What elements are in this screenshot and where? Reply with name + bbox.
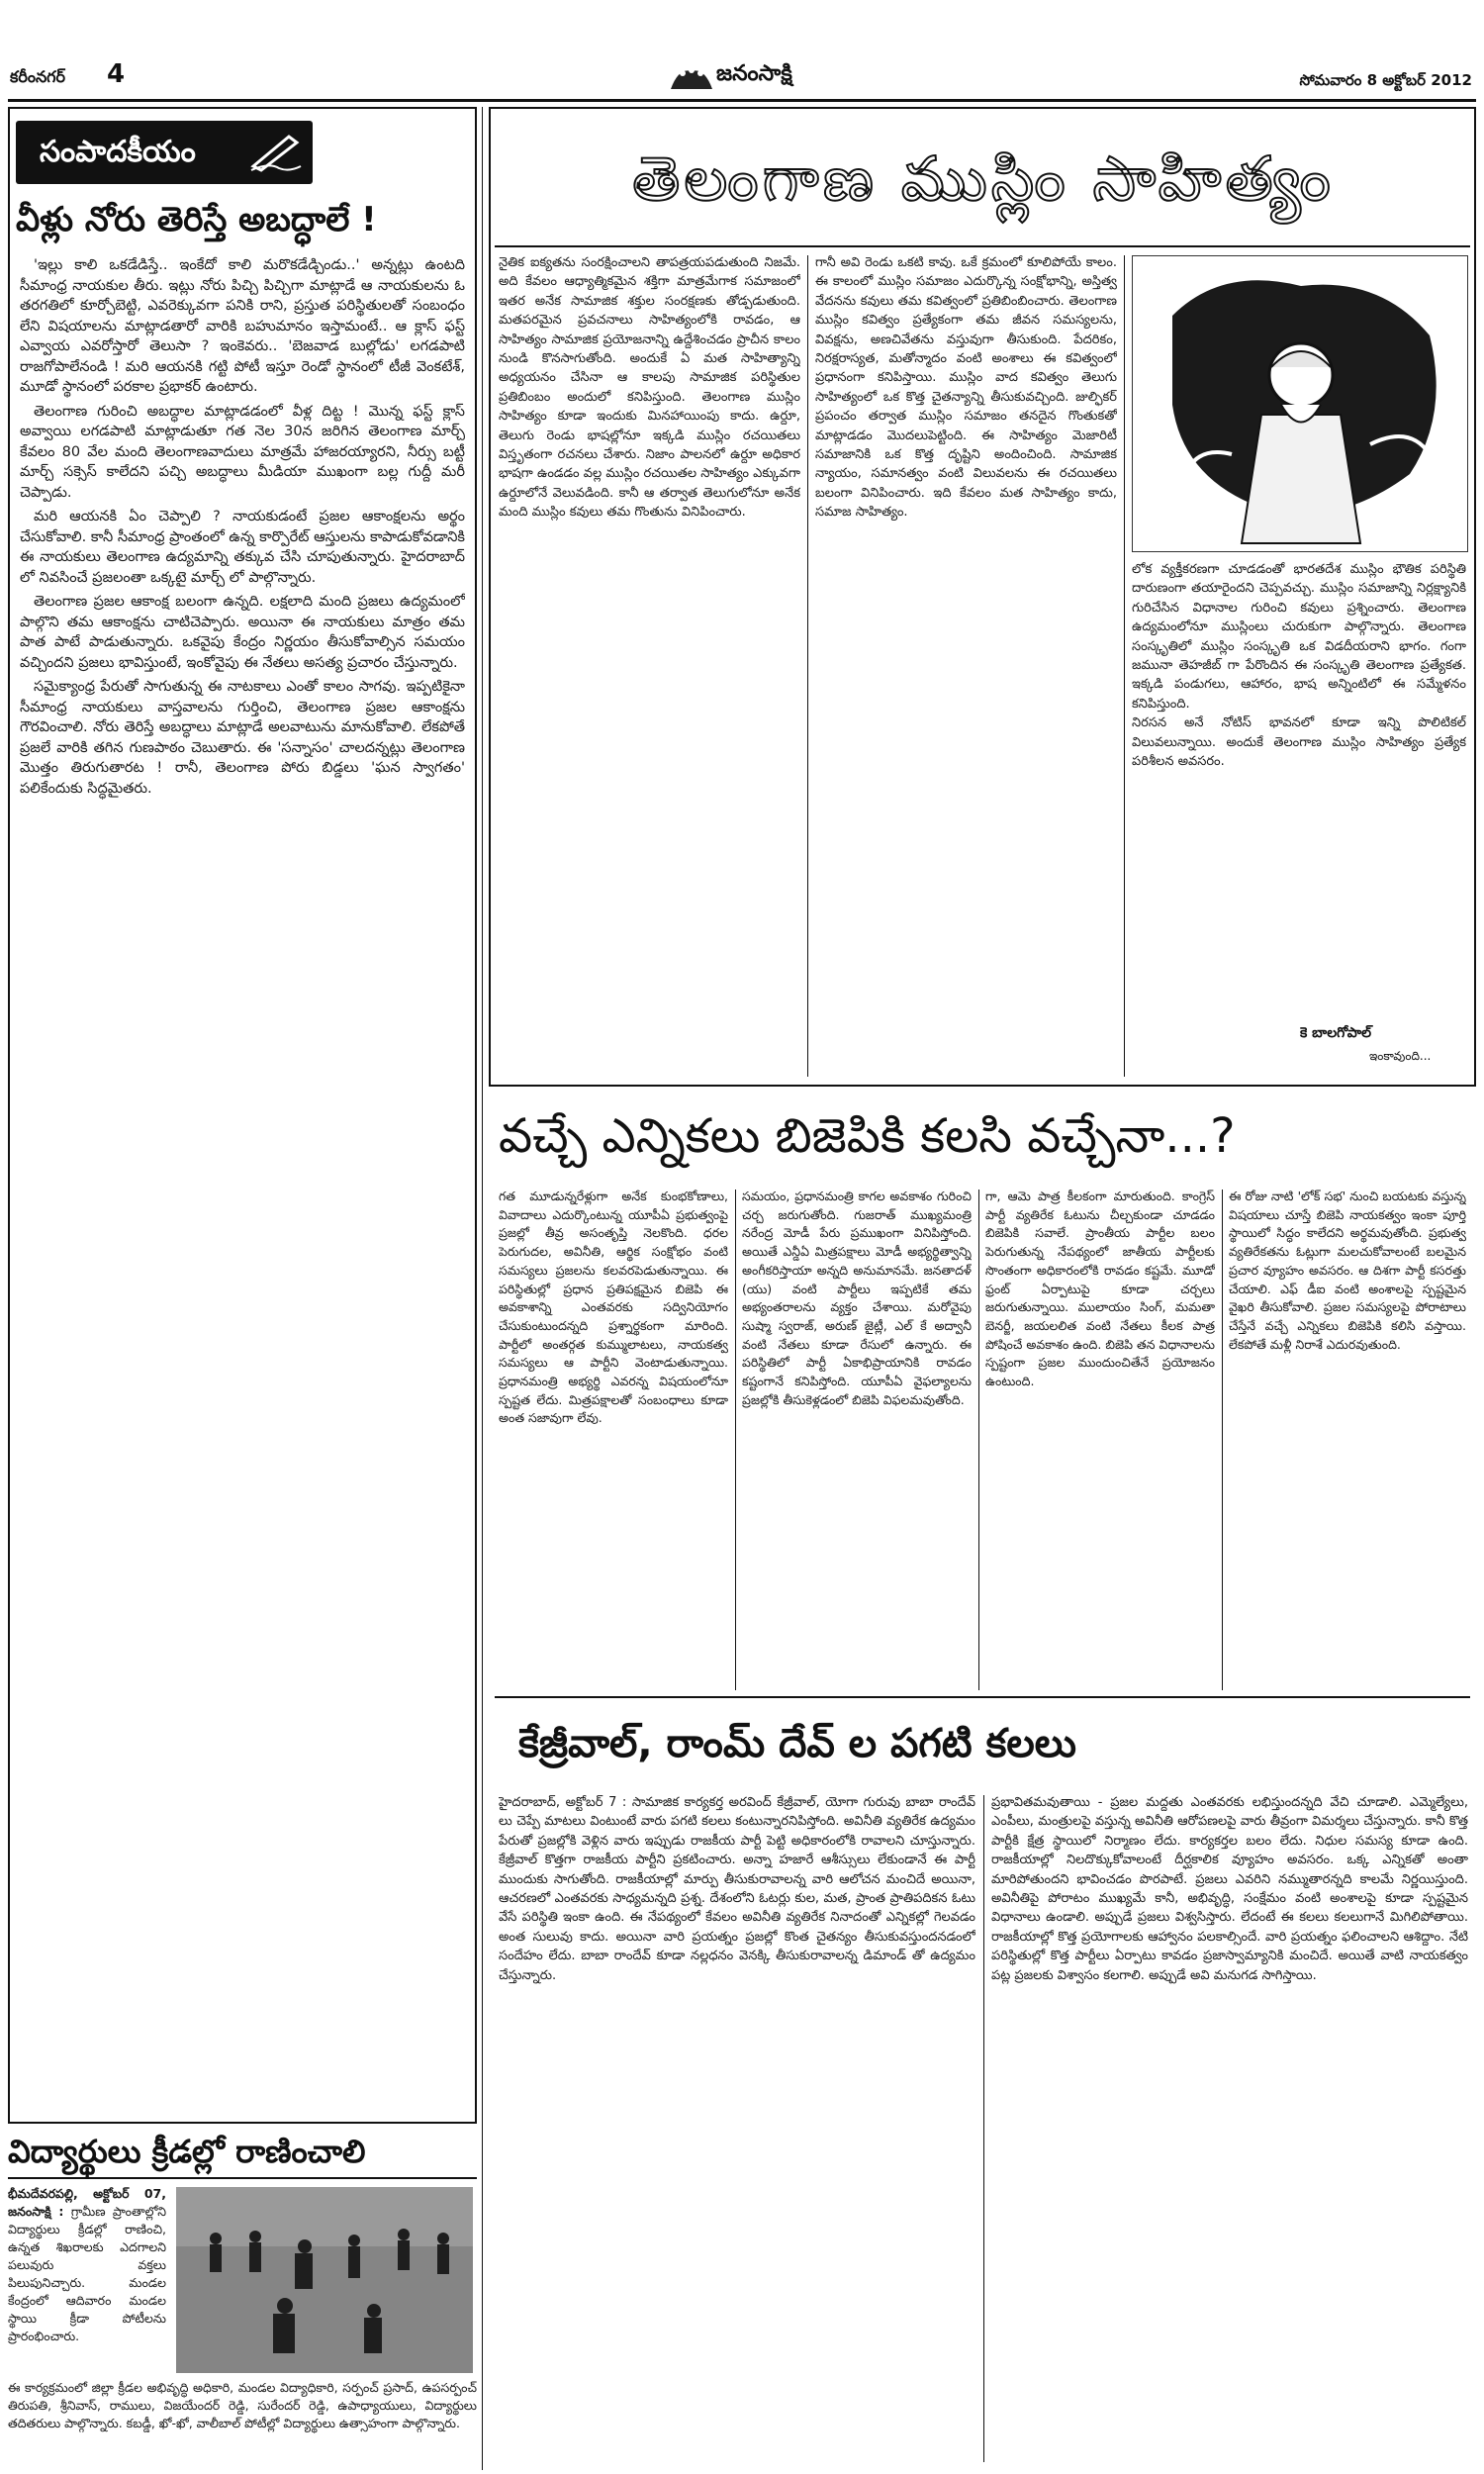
editorial-paragraph: మరి ఆయనకి ఏం చెప్పాలి ? నాయకుడంటే ప్రజల ఆకాంక్షలను అర్థం చేసుకోవాలి. కానీ సీమాంధ్ర ప్రాంతంలో ఉన్న కార్పొరేట్ ఆస్తులను కాపాడుకోవడానికి ఈ నాయకులు తెలంగాణ ఉద్యమాన్ని తక్కువ చేసి చూపుతున్నారు. హైదరాబాద్ లో నివసించే ప్రజలంతా ఒక్కటై మార్చ్ లో పాల్గొన్నారు. [20,509,465,586]
kejriwal-section [489,1704,1476,2468]
editorial-body [20,255,465,2116]
bjp-col1: గత మూడున్నరేళ్లుగా అనేక కుంభకోణాలు, వివాదాలు ఎదుర్కొంటున్న యూపీఏ ప్రభుత్వంపై ప్రజల్లో తీవ్ర అసంతృప్తి నెలకొంది. ధరల పెరుగుదల, అవినీతి, ఆర్థిక సంక్షోభం వంటి సమస్యలు ప్రజలను కలవరపెడుతున్నాయి. ఈ పరిస్థితుల్లో ప్రధాన ప్రతిపక్షమైన బిజెపి ఈ అవకాశాన్ని ఎంతవరకు సద్వినియోగం చేసుకుంటుందన్నది ప్రశ్నార్థకంగా మారింది. పార్టీలో అంతర్గత కుమ్ములాటలు, నాయకత్వ సమస్యలు ఆ పార్టీని వెంటాడుతున్నాయి. ప్రధానమంత్రి అభ్యర్థి ఎవరన్న విషయంలోనూ స్పష్టత లేదు. మిత్రపక్షాలతో సంబంధాలు కూడా అంత సజావుగా లేవు. [499,1189,728,1426]
literature-author: కె బాలగోపాల్ [1300,1025,1372,1041]
sports-photo [176,2187,473,2373]
editorial-paragraph: తెలంగాణ ప్రజల ఆకాంక్ష బలంగా ఉన్నది. లక్షలాది మంది ప్రజలు ఉద్యమంలో పాల్గొని తమ ఆకాంక్షను చాటిచెప్పారు. అయినా ఈ నాయకులు మాత్రం తమ పాత పాటే పాడుతున్నారు. ఒకవైపు కేంద్రం నిర్ణయం తీసుకోవాల్సిన సమయం వచ్చిందని ప్రజలు భావిస్తుంటే, ఇంకోవైపు ఈ నేతలు అసత్య ప్రచారం చేస్తున్నారు. [20,594,465,671]
sports-section [8,2128,477,2469]
newspaper-logo [669,59,837,93]
sports-lead-text: గ్రామీణ ప్రాంతాల్లోని విద్యార్థులు క్రీడల్లో రాణించి, ఉన్నత శిఖరాలకు ఎదగాలని పలువురు వక్తలు పిలుపునిచ్చారు. మండల కేంద్రంలో ఆదివారం మండల స్థాయి క్రీడా పోటీలను ప్రారంభించారు. [8,2204,166,2343]
bjp-bottom-rule [495,1696,1470,1698]
literature-col2: గానీ అవి రెండు ఒకటి కావు. ఒకే క్రమంలో కూలిపోయే కాలం. ఈ కాలంలో ముస్లిం సమాజం ఎదుర్కొన్న సంక్షోభాన్ని, అస్తిత్వ వేదనను కవులు తమ కవిత్వంలో ప్రతిబింబించారు. తెలంగాణ ముస్లిం కవిత్వం ప్రత్యేకంగా తమ జీవన సమస్యలను, వివక్షను, అణచివేతను వస్తువుగా తీసుకుంది. పేదరికం, నిరక్షరాస్యత, మతోన్మాదం వంటి అంశాలు ఈ కవిత్వంలో ప్రధానంగా కనిపిస్తాయి. ముస్లిం వాద కవిత్వం తెలుగు సాహిత్యంలో ఒక కొత్త చైతన్యాన్ని తీసుకువచ్చింది. జుల్ఫికర్ ప్రపంచం తర్వాత ముస్లిం సమాజం తనదైన గొంతుకతో మాట్లాడడం మొదలుపెట్టింది. ఈ సాహిత్యం మెజారిటీ సమాజానికి ఒక కొత్త దృష్టిని అందించింది. సామాజిక న్యాయం, సమానత్వం వంటి విలువలను ఈ రచయితలు బలంగా వినిపించారు. ఇది కేవలం మత సాహిత్యం కాదు, సమాజ సాహిత్యం. [815,255,1117,521]
editorial-headline: వీళ్లు నోరు తెరిస్తే అబద్ధాలే ! [16,200,377,239]
crowd-logo-icon [669,61,714,91]
literature-illustration [1132,255,1468,552]
literature-headline: తెలంగాణ ముస్లిం సాహిత్యం [632,143,1335,215]
kejriwal-headline: కేజ్రీవాల్, రాంమ్ దేవ్ ల పగటి కలలు [518,1721,1076,1766]
bjp-col4: ఈ రోజు నాటి 'లోక్ సభ' నుంచి బయటకు వస్తున్న విషయాలు చూస్తే బిజెపి నాయకత్వం ఇంకా పూర్తి స్థాయిలో సిద్ధం కాలేదని అర్థమవుతోంది. ప్రభుత్వ వ్యతిరేకతను ఓట్లుగా మలచుకోవాలంటే బలమైన ప్రచార వ్యూహం అవసరం. ఆ దిశగా పార్టీ కసరత్తు చేయాలి. ఎఫ్ డీఐ వంటి అంశాలపై స్పష్టమైన వైఖరి తీసుకోవాలి. ప్రజల సమస్యలపై పోరాటాలు చేస్తేనే వచ్చే ఎన్నికలు బిజెపికి కలిసి వస్తాయి. లేకపోతే మళ్లీ నిరాశే ఎదురవుతుంది. [1229,1189,1466,1352]
kejriwal-col-rule [983,1795,984,2462]
kids-playing-photo [176,2187,473,2373]
sports-lead [8,2185,166,2373]
bjp-col3: గా, ఆమె పాత్ర కీలకంగా మారుతుంది. కాంగ్రెస్ పార్టీ వ్యతిరేక ఓటును చీల్చకుండా చూడడం బిజెపికి సవాలే. ప్రాంతీయ పార్టీల బలం పెరుగుతున్న నేపథ్యంలో జాతీయ పార్టీలకు సొంతంగా అధికారంలోకి రావడం కష్టమే. మూడో ఫ్రంట్ ఏర్పాటుపై కూడా చర్చలు జరుగుతున్నాయి. ములాయం సింగ్, మమతా బెనర్జీ, జయలలిత వంటి నేతలు కీలక పాత్ర పోషించే అవకాశం ఉంది. బిజెపి తన విధానాలను స్పష్టంగా ప్రజల ముందుంచితేనే ప్రయోజనం ఉంటుంది. [985,1189,1215,1389]
bjp-col2: సమయం, ప్రధానమంత్రి కాగల అవకాశం గురించి చర్చ జరుగుతోంది. గుజరాత్ ముఖ్యమంత్రి నరేంద్ర మోడీ పేరు ప్రముఖంగా వినిపిస్తోంది. అయితే ఎన్డీఏ మిత్రపక్షాలు మోడీ అభ్యర్థిత్వాన్ని అంగీకరిస్తాయా అన్నది అనుమానమే. జనతాదళ్ (యు) వంటి పార్టీలు ఇప్పటికే తమ అభ్యంతరాలను వ్యక్తం చేశాయి. మరోవైపు సుష్మా స్వరాజ్, అరుణ్ జైట్లీ, ఎల్ కే అద్వానీ వంటి నేతలు కూడా రేసులో ఉన్నారు. ఈ పరిస్థితిలో పార్టీ ఏకాభిప్రాయానికి రావడం కష్టంగానే కనిపిస్తోంది. యూపీఏ వైఫల్యాలను ప్రజల్లోకి తీసుకెళ్లడంలో బిజెపి విఫలమవుతోంది. [742,1189,972,1407]
editorial-section [8,107,477,2126]
kejriwal-col2: ప్రభావితమవుతాయి - ప్రజల మద్దతు ఎంతవరకు లభిస్తుందన్నది వేచి చూడాలి. ఎమ్మెల్యేలు, ఎంపీలు, మంత్రులపై వస్తున్న అవినీతి ఆరోపణలపై వారు తీవ్రంగా విమర్శలు చేస్తున్నారు. కానీ కొత్త పార్టీకి క్షేత్ర స్థాయిలో నిర్మాణం లేదు. కార్యకర్తల బలం లేదు. నిధుల సమస్య కూడా ఉంది. రాజకీయాల్లో నిలదొక్కుకోవాలంటే దీర్ఘకాలిక వ్యూహం అవసరం. ఒక్క ఎన్నికతో అంతా మారిపోతుందని భావించడం పొరపాటే. ప్రజలు ఎవరిని నమ్ముతారన్నది కాలమే నిర్ణయిస్తుంది. అవినీతిపై పోరాటం ముఖ్యమే కానీ, అభివృద్ధి, సంక్షేమం వంటి అంశాలపై కూడా స్పష్టమైన విధానాలు ఉండాలి. అప్పుడే ప్రజలు విశ్వసిస్తారు. లేదంటే ఈ కలలు కలలుగానే మిగిలిపోతాయి. రాజకీయాల్లో కొత్త ప్రయోగాలకు ఆహ్వానం పలకాల్సిందే. వారి ప్రయత్నం ఫలించాలని ఆశిద్దాం. నేటి పరిస్థితుల్లో కొత్త పార్టీలు ఏర్పాటు కావడం ప్రజాస్వామ్యానికి మంచిదే. అయితే వాటి నాయకత్వం పట్ల ప్రజలకు విశ్వాసం కలగాలి. అప్పుడే అవి మనుగడ సాగిస్తాయి. [991,1795,1468,1983]
edition-label: కరీంనగర్ [10,67,66,86]
editorial-banner-label: సంపాదకీయం [40,135,196,169]
literature-col1: నైతిక ఐక్యతను సంరక్షించాలని తాపత్రయపడుతుంది నిజమే. అది కేవలం ఆధ్యాత్మికమైన శక్తిగా మాత్రమేగాక సమాజంలో ఇతర అనేక సామాజిక శక్తుల సంరక్షణకు తోడ్పడుతుంది. మతపరమైన ప్రవచనాలు సాహిత్యంలోకి రావడం, ఆ సాహిత్యం సామాజిక ప్రయోజనాన్ని ఉద్దేశించడం ప్రాచీన కాలం నుండి కొనసాగుతోంది. అందుకే ఏ మత సాహిత్యాన్ని అధ్యయనం చేసినా ఆ కాలపు సామాజిక పరిస్థితుల ప్రతిబింబం అందులో కనిపిస్తుంది. తెలంగాణ ముస్లిం సాహిత్యం కూడా ఇందుకు మినహాయింపు కాదు. ఉర్దూ, తెలుగు రెండు భాషల్లోనూ ఇక్కడి ముస్లిం రచయితలు విస్తృతంగా రచనలు చేశారు. నిజాం పాలనలో ఉర్దూ అధికార భాషగా ఉండడం వల్ల ముస్లిం రచయితల సాహిత్యం ఎక్కువగా ఉర్దూలోనే వెలువడింది. కానీ ఆ తర్వాత తెలుగులోనూ అనేక మంది ముస్లిం కవులు తమ గొంతును వినిపించారు. [499,255,800,521]
bjp-section [489,1096,1476,1700]
page-column-rule [482,107,483,2470]
bjp-col-rule [978,1189,979,1690]
page-number: 4 [107,59,126,89]
editorial-banner [16,121,313,184]
masthead-rule [8,99,1476,102]
map-figure-illustration [1133,256,1468,552]
bjp-col-rule [735,1189,736,1690]
bjp-col-rule [1222,1189,1223,1690]
editorial-paragraph: తెలంగాణ గురించి అబద్ధాల మాట్లాడడంలో వీళ్ల దిట్ట ! మొన్న ఫస్ట్ క్లాస్ అవ్వాయి లగడపాటి మాట్లాడుతూ గత నెల 30న జరిగిన తెలంగాణ మార్చ్ కేవలం 80 వేల మంది తెలంగాణవాదులు మాత్రమే హాజరయ్యారని, నీర్సు బట్టీ మార్చ్ సక్సెస్ కాలేదని పచ్చి అబద్ధాలు మీడియా ముఖంగా బల్ల గుద్దీ మరీ చెప్పాడు. [20,403,465,501]
editorial-paragraph: సమైక్యాంధ్ర పేరుతో సాగుతున్న ఈ నాటకాలు ఎంతో కాలం సాగవు. ఇప్పటికైనా సీమాంధ్ర నాయకులు వాస్తవాలను గుర్తించి, తెలంగాణ ప్రజల ఆకాంక్షను గౌరవించాలి. నోరు తెరిస్తే అబద్ధాలు మాట్లాడే అలవాటును మానుకోవాలి. లేకపోతే ప్రజలే వారికి తగిన గుణపాఠం చెబుతారు. ఈ 'సన్నాసం' చాలదన్నట్లు తెలంగాణ మొత్తం తిరుగుతారట ! రానీ, తెలంగాణ పోరు బిడ్డలు 'ఘన స్వాగతం' పలికేందుకు సిద్ధమైతరు. [20,679,465,797]
bjp-headline: వచ్చే ఎన్నికలు బిజెపికి కలసి వచ్చేనా...? [499,1108,1236,1164]
issue-date: సోమవారం 8 అక్టోబర్ 2012 [1299,71,1472,89]
literature-divider [495,245,1470,247]
literature-continued: ఇంకావుంది... [1369,1049,1432,1063]
pen-icon [249,133,303,172]
literature-col-rule [807,255,808,1077]
sports-rule [8,2177,477,2179]
literature-col3: లోక వ్యక్తీకరణగా చూడడంతో భారతదేశ ముస్లిం భౌతిక పరిస్థితి దారుణంగా తయారైందని చెప్పవచ్చు. ముస్లిం సమాజాన్ని నిర్లక్ష్యానికి గురిచేసిన విధానాల గురించి కవులు ప్రశ్నించారు. తెలంగాణ ఉద్యమంలోనూ ముస్లింలు చురుకుగా పాల్గొన్నారు. తెలంగాణ సంస్కృతిలో ముస్లిం సంస్కృతి ఒక విడదీయరాని భాగం. గంగా జమునా తెహజీబ్ గా పేరొందిన ఈ సంస్కృతి తెలంగాణ ప్రత్యేకత. ఇక్కడి పండుగలు, ఆహారం, భాష అన్నింటిలో ఈ సమ్మేళనం కనిపిస్తుంది. నిరసన అనే నోటిస్ భావనలో కూడా ఇన్ని పొలిటికల్ విలువలున్నాయి. అందుకే తెలంగాణ ముస్లిం సాహిత్యం ప్రత్యేక పరిశీలన అవసరం. [1132,562,1466,770]
literature-section [489,107,1476,1087]
sports-body: ఈ కార్యక్రమంలో జిల్లా క్రీడల అభివృద్ధి అధికారి, మండల విద్యాధికారి, సర్పంచ్ ప్రసాద్, ఉపసర్పంచ్ తిరుపతి, శ్రీనివాస్, రాములు, విజయేందర్ రెడ్డి, సురేందర్ రెడ్డి, ఉపాధ్యాయులు, విద్యార్థులు తదితరులు పాల్గొన్నారు. కబడ్డీ, ఖో-ఖో, వాలీబాల్ పోటీల్లో విద్యార్థులు ఉత్సాహంగా పాల్గొన్నారు. [8,2380,477,2430]
newspaper-name: జనంసాక్షి [716,61,792,86]
literature-col-rule [1124,255,1125,1077]
sports-dateline: భీమదేవరపల్లి, అక్టోబర్ 07, జనంసాక్షి : [8,2186,166,2219]
editorial-paragraph: 'ఇల్లు కాలి ఒకడేడిస్తే.. ఇంకేదో కాలి మరొకడేడ్చిండు..' అన్నట్లు ఉంటది సీమాంధ్ర నాయకుల తీరు. ఇట్లు నోరు పిచ్చి పిచ్చిగా మాట్లాడే ఆ నాయకులను ఓ తరగతిలో కూర్చోబెట్టి, ఎవరెక్కువగా పనికి రాని, ప్రస్తుత పరిస్థితులతో సంబంధం లేని విషయాలను మాట్లాడతారో వారికి బహుమానం ఇస్తామంటే.. ఆ క్లాస్ ఫస్ట్ ఎవ్వాయ ఎవరోస్తారో తెలుసా ? ఇంకెవరు.. 'బెజవాడ బుల్లోడు' లగడపాటి రాజగోపాలేనండి ! మరి ఆయనకి గట్టి పోటీ ఇస్తూ రెండో స్థానంలో టీజీ వెంకటేశ్, మూడో స్థానంలో పరకాల ప్రభాకర్ ఉంటారు. [20,257,465,395]
sports-headline: విద్యార్థులు క్రీడల్లో రాణించాలి [8,2133,366,2170]
kejriwal-col1: హైదరాబాద్, అక్టోబర్ 7 : సామాజిక కార్యకర్త అరవింద్ కేజ్రీవాల్, యోగా గురువు బాబా రాందేవ్ లు చెప్పే మాటలు వింటుంటే వారు పగటి కలలు కంటున్నారనిపిస్తోంది. అవినీతి వ్యతిరేక ఉద్యమం పేరుతో ప్రజల్లోకి వెళ్లిన వారు ఇప్పుడు రాజకీయ పార్టీ పెట్టి అధికారంలోకి రావాలని చూస్తున్నారు. కేజ్రీవాల్ కొత్తగా రాజకీయ పార్టీని ప్రకటించారు. అన్నా హజారే ఆశీస్సులు లేకుండానే ఈ పార్టీ ముందుకు సాగుతోంది. రాజకీయాల్లో మార్పు తీసుకురావాలన్న వారి ఆలోచన మంచిదే అయినా, ఆచరణలో ఎంతవరకు సాధ్యమన్నది ప్రశ్న. దేశంలోని ఓటర్లు కుల, మత, ప్రాంత ప్రాతిపదికన ఓటు వేసే పరిస్థితి ఇంకా ఉంది. ఈ నేపథ్యంలో కేవలం అవినీతి వ్యతిరేక నినాదంతో ఎన్నికల్లో గెలవడం అంత సులువు కాదు. అయినా వారి ప్రయత్నం ప్రజల్లో కొంత చైతన్యం తీసుకువస్తుందనడంలో సందేహం లేదు. బాబా రాందేవ్ కూడా నల్లధనం వెనక్కి తీసుకురావాలన్న డిమాండ్ తో ఉద్యమం చేస్తున్నారు. [499,1795,975,1983]
masthead [0,0,1484,104]
